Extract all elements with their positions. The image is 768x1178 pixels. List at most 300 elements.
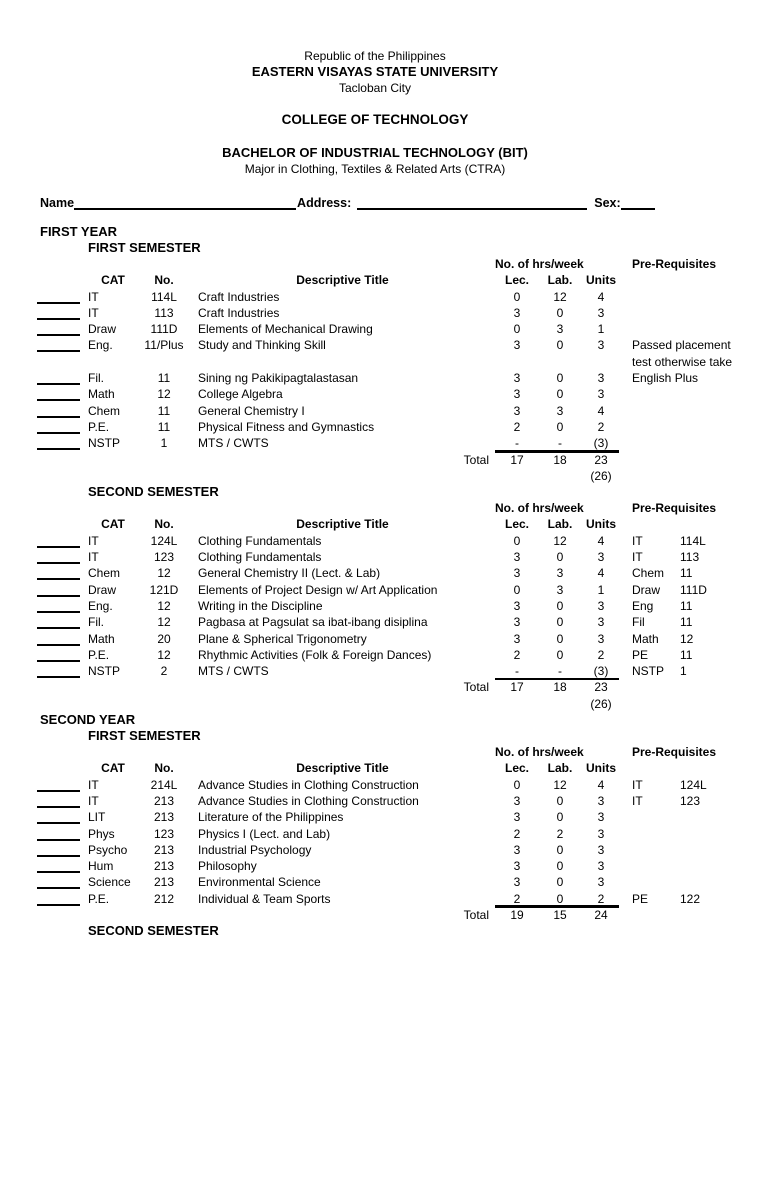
course-cat: IT [88,793,99,808]
course-lab-hours: 3 [556,403,564,418]
prereq-no [680,842,735,858]
grade-blank-cell [40,777,88,793]
grade-write-in-line [37,546,80,548]
course-title: Rhythmic Activities (Folk & Foreign Dances) [198,647,432,662]
course-no: 11 [157,403,171,418]
prerequisites-header: Pre-Requisites [632,257,717,271]
prereq-cat: Fil [632,615,645,630]
prereq-no: 11 [680,615,693,630]
table-first-year-second-semester [40,484,735,712]
course-cat: LIT [88,810,106,825]
grade-write-in-line [37,432,80,434]
table-group-header-row [40,744,735,760]
course-title: Pagbasa at Pagsulat sa ibat-ibang disiplina [198,615,428,630]
course-row [40,565,735,581]
course-no: 12 [157,598,171,613]
prereq-no [680,403,735,419]
course-row [40,614,735,630]
grade-write-in-line [37,611,80,613]
cat-column-header: CAT [101,517,125,532]
course-row [40,826,735,842]
course-cat: Fil. [88,371,104,386]
total-units-with-nstp: (26) [590,468,612,483]
course-row [40,533,735,549]
course-units: 1 [597,322,605,337]
prereq-no: 11 [680,566,693,581]
grade-blank-cell [40,435,88,451]
program-name: BACHELOR OF INDUSTRIAL TECHNOLOGY (BIT) [222,145,528,160]
course-row [40,549,735,565]
course-no: 213 [153,793,175,808]
total-lab: 15 [553,907,567,922]
course-lec-hours: 3 [513,387,521,402]
course-lab-hours: 0 [556,793,564,808]
prereq-no [680,826,735,842]
university-name: EASTERN VISAYAS STATE UNIVERSITY [251,64,499,79]
total-row [40,452,735,468]
course-cat: IT [88,305,99,320]
table-column-header-row [40,272,735,288]
course-row [40,858,735,874]
grade-write-in-line [37,595,80,597]
course-lab-hours: - [558,436,562,451]
total-lec: 19 [510,907,524,922]
college-name: COLLEGE OF TECHNOLOGY [281,112,469,127]
prereq-cat: Chem [632,566,665,581]
prereq-no [680,435,735,451]
table-column-header-row [40,516,735,532]
prereq-cat [632,370,680,386]
course-lec-hours: 3 [513,305,521,320]
course-cat: NSTP [88,664,121,679]
total-units: 24 [594,907,608,922]
course-lab-hours: 0 [556,550,564,565]
grade-blank-cell [40,663,88,679]
course-cat: P.E. [88,419,110,434]
total-lab: 18 [553,680,567,695]
course-units: 3 [597,810,605,825]
course-lec-hours: 3 [513,875,521,890]
grade-blank-cell [40,631,88,647]
course-no: 1 [160,436,168,451]
course-rows-group-b [40,370,735,451]
prereq-cat [632,858,680,874]
course-cat: Hum [88,859,114,874]
title-column-header: Descriptive Title [296,517,389,532]
course-cat: NSTP [88,436,121,451]
course-title: Advance Studies in Clothing Construction [198,777,419,792]
course-no: 213 [153,859,175,874]
course-lec-hours: 3 [513,566,521,581]
prereq-no [680,289,735,305]
course-title: Craft Industries [198,305,280,320]
prereq-note: Passed placement test otherwise take English Plus [632,338,733,386]
course-row [40,321,735,337]
table-group-header-row [40,500,735,516]
group-header-spacer [40,744,495,760]
course-no: 113 [154,305,174,320]
prereq-no: 12 [680,631,694,646]
prereq-cat [632,403,680,419]
city-line: Tacloban City [338,81,412,95]
prerequisites-header: Pre-Requisites [632,745,717,760]
units-column-header: Units [586,273,616,288]
total-units: 23 [594,680,608,695]
course-no: 20 [157,631,171,646]
grade-write-in-line [37,839,80,841]
course-title: Craft Industries [198,289,280,304]
course-rows [40,533,735,680]
course-lab-hours: 0 [556,842,564,857]
course-units: 3 [597,338,605,353]
course-units: 3 [597,875,605,890]
total-extra-row [40,696,735,712]
course-units: 3 [597,826,605,841]
course-cat: IT [88,550,99,565]
year-title-second-year: SECOND YEAR [40,712,136,728]
course-no: 111D [150,322,178,337]
course-units: 4 [597,566,605,581]
total-rule-line [495,678,619,681]
course-cat: Psycho [88,842,128,857]
table-spacer-row [40,354,735,370]
course-lab-hours: 12 [553,777,567,792]
grade-write-in-line [37,676,80,678]
address-label: Address: [297,196,352,210]
course-lab-hours: 0 [556,859,564,874]
name-blank-line [74,196,296,210]
year-title-first-year: FIRST YEAR [40,224,118,239]
prereq-cat: IT [632,533,643,548]
total-label: Total [463,452,489,467]
course-no: 12 [157,566,171,581]
course-lab-hours: 0 [556,615,564,630]
course-row [40,419,735,435]
total-row [40,679,735,695]
course-no: 213 [153,810,175,825]
course-no: 11 [157,371,171,386]
course-row [40,647,735,663]
course-lab-hours: 0 [556,647,564,662]
grade-blank-cell [40,321,88,337]
grade-write-in-line [37,627,80,629]
prereq-no [680,858,735,874]
prereq-no: 1 [680,664,687,679]
sex-blank-line [621,196,655,210]
course-no: 123 [153,550,175,565]
prereq-no: 113 [680,550,700,565]
prereq-no [680,321,735,337]
prereq-cat: PE [632,891,649,906]
course-cat: IT [88,777,99,792]
prereq-cat: IT [632,777,643,792]
grade-blank-cell [40,337,88,353]
total-label: Total [463,680,489,695]
course-cat: Math [88,387,115,402]
course-title: General Chemistry II (Lect. & Lab) [198,566,381,581]
grade-write-in-line [37,350,80,352]
course-lab-hours: 2 [556,826,564,841]
course-no: 123 [153,826,175,841]
course-lab-hours: 0 [556,371,564,386]
units-column-header: Units [586,517,616,532]
grade-blank-cell [40,403,88,419]
republic-line: Republic of the Philippines [304,49,446,63]
grade-write-in-line [37,644,80,646]
course-title: Advance Studies in Clothing Construction [198,793,419,808]
grade-blank-cell [40,419,88,435]
grade-blank-cell [40,874,88,890]
total-row [40,907,735,923]
course-row [40,370,735,386]
lec-column-header: Lec. [504,273,529,288]
course-lec-hours: 3 [513,550,521,565]
grade-write-in-line [37,448,80,450]
prereq-cat [632,826,680,842]
course-lab-hours: - [558,664,562,679]
grade-write-in-line [37,562,80,564]
address-blank-line [357,196,587,210]
course-title: Plane & Spherical Trigonometry [198,631,367,646]
course-units: 4 [597,403,605,418]
prereq-cat [632,321,680,337]
course-no: 114L [151,289,177,304]
grade-write-in-line [37,904,80,906]
course-cat: Phys [88,826,115,841]
course-row [40,289,735,305]
grade-write-in-line [37,855,80,857]
total-label: Total [463,907,489,922]
course-lab-hours: 0 [556,891,564,906]
prereq-cat: IT [632,793,643,808]
course-lec-hours: 3 [513,859,521,874]
course-lab-hours: 0 [556,598,564,613]
course-no: 214L [150,777,178,792]
total-rule-line [495,450,619,453]
grade-blank-cell [40,582,88,598]
prereq-no [680,305,735,321]
prereq-no: 114L [680,533,706,548]
grade-blank-cell [40,809,88,825]
course-units: 4 [597,289,605,304]
grade-write-in-line [37,334,80,336]
course-lec-hours: - [515,436,519,451]
prereq-no: 124L [680,777,707,792]
prereq-cat [632,386,680,402]
course-cat: Chem [88,403,121,418]
grade-blank-cell [40,598,88,614]
name-label: Name [40,196,75,210]
table-group-header-row [40,256,735,272]
course-title: General Chemistry I [198,403,305,418]
course-units: 2 [597,419,605,434]
course-units: 3 [597,387,605,402]
major-name: Major in Clothing, Textiles & Related Arts (CTRA) [244,162,506,176]
course-units: 4 [597,533,605,548]
prereq-cat [632,435,680,451]
course-units: (3) [593,664,609,679]
course-no: 2 [160,664,168,679]
grade-blank-cell [40,386,88,402]
lec-column-header: Lec. [504,517,529,532]
total-units-with-nstp: (26) [590,696,612,711]
course-units: 3 [597,371,605,386]
hours-per-week-header: No. of hrs/week [495,501,584,516]
prereq-cat [632,305,680,321]
course-lab-hours: 0 [556,305,564,320]
course-cat: IT [88,533,99,548]
title-column-header: Descriptive Title [296,761,389,776]
course-lab-hours: 0 [556,875,564,890]
total-lec: 17 [510,680,524,695]
program-block [40,145,710,177]
course-title: Environmental Science [198,875,321,890]
course-row [40,598,735,614]
prereq-no [680,419,735,435]
course-title: Clothing Fundamentals [198,550,322,565]
grade-blank-cell [40,565,88,581]
course-lec-hours: 3 [513,842,521,857]
table-column-header-row [40,760,735,776]
course-lec-hours: 0 [513,777,521,792]
course-lab-hours: 12 [553,533,567,548]
title-column-header: Descriptive Title [296,273,389,288]
prereq-cat: NSTP [632,664,665,679]
course-title: MTS / CWTS [198,664,269,679]
course-lec-hours: 0 [513,582,521,597]
course-cat: IT [88,289,99,304]
lab-column-header: Lab. [547,517,573,532]
grade-write-in-line [37,399,80,401]
course-lec-hours: 3 [513,810,521,825]
document-header [40,48,710,96]
course-no: 212 [153,891,175,906]
course-cat: Eng. [88,338,113,353]
course-lec-hours: 3 [513,615,521,630]
units-column-header: Units [586,761,616,776]
course-row [40,777,735,793]
course-row [40,663,735,679]
course-title: MTS / CWTS [198,436,269,451]
lab-column-header: Lab. [547,761,573,776]
hours-per-week-header: No. of hrs/week [495,745,584,760]
course-row [40,403,735,419]
course-cat: Draw [88,322,117,337]
grade-blank-cell [40,647,88,663]
course-lec-hours: 2 [513,647,521,662]
course-no: 213 [153,875,175,890]
grade-write-in-line [37,578,80,580]
course-cat: Eng. [88,598,113,613]
course-lec-hours: 0 [513,289,521,304]
course-lab-hours: 0 [556,631,564,646]
course-cat: Science [88,875,131,890]
course-title: Elements of Mechanical Drawing [198,322,373,337]
prereq-no: 111D [680,582,707,597]
grade-write-in-line [37,806,80,808]
prereq-no [680,874,735,890]
course-units: 3 [597,550,605,565]
course-cat: Draw [88,582,117,597]
grade-blank-cell [40,289,88,305]
course-lab-hours: 3 [556,322,564,337]
total-units: 23 [594,452,608,467]
course-lec-hours: - [515,664,519,679]
course-units: 1 [597,582,605,597]
course-lec-hours: 3 [513,631,521,646]
course-title: Writing in the Discipline [198,598,323,613]
course-no: 11/Plus [144,338,184,353]
course-cat: Math [88,631,115,646]
grade-blank-cell [40,549,88,565]
course-title: Sining ng Pakikipagtalastasan [198,371,359,386]
course-title: Physical Fitness and Gymnastics [198,419,375,434]
lec-column-header: Lec. [504,761,529,776]
course-units: 3 [597,598,605,613]
prereq-cat: Eng [632,598,654,613]
grade-write-in-line [37,660,80,662]
course-no: 11 [157,419,171,434]
course-cat: P.E. [88,647,110,662]
semester-title: SECOND SEMESTER [88,484,219,500]
course-lec-hours: 3 [513,598,521,613]
grade-write-in-line [37,790,80,792]
course-lec-hours: 2 [513,826,521,841]
grade-blank-cell [40,842,88,858]
prereq-cat: Math [632,631,659,646]
grade-blank-cell [40,305,88,321]
semester-title: FIRST SEMESTER [88,728,201,744]
course-units: 3 [597,793,605,808]
prereq-no: 122 [680,891,701,906]
course-row [40,631,735,647]
grade-blank-cell [40,858,88,874]
prereq-cat: PE [632,647,649,662]
course-no: 121D [149,582,179,597]
total-lec: 17 [510,452,524,467]
course-row [40,305,735,321]
prereq-cat [632,874,680,890]
group-header-spacer [40,256,495,272]
course-row [40,582,735,598]
course-no: 12 [157,615,171,630]
course-units: 2 [597,647,605,662]
course-lec-hours: 3 [513,793,521,808]
grade-blank-cell [40,891,88,907]
grade-write-in-line [37,302,80,304]
prereq-cat [632,842,680,858]
prereq-no [680,370,735,386]
prerequisites-header: Pre-Requisites [632,501,717,516]
course-cat: P.E. [88,891,110,906]
prereq-cat [632,809,680,825]
course-row [40,386,735,402]
prereq-no: 123 [680,793,701,808]
course-lec-hours: 3 [513,338,521,353]
course-row [40,891,735,907]
course-rows [40,777,735,907]
course-units: 3 [597,615,605,630]
prereq-no: 11 [680,647,693,662]
grade-blank-cell [40,826,88,842]
course-lec-hours: 3 [513,403,521,418]
prereq-cat [632,419,680,435]
cat-column-header: CAT [101,273,125,288]
course-row [40,793,735,809]
no-column-header: No. [154,273,174,288]
course-lec-hours: 0 [513,533,521,548]
prereq-no [680,386,735,402]
